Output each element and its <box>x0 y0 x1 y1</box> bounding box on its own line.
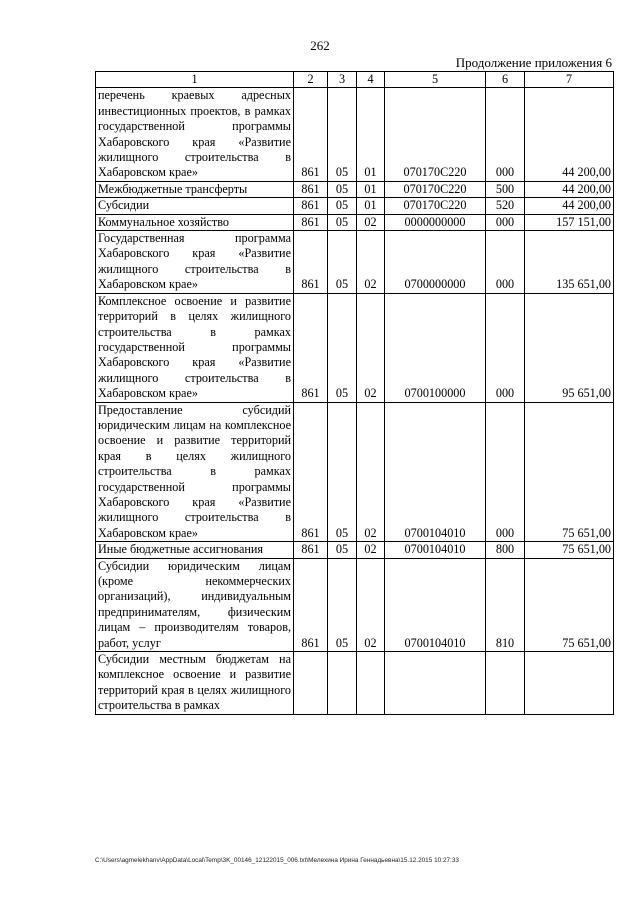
grbs-code: 861 <box>294 198 328 214</box>
expense-type-code: 000 <box>486 402 525 542</box>
item-name: Субсидии юридическим лицам (кроме некоммерческих организаций), индивидуальным предпринимателям, физическим лицам – производителям товаров, работ, услуг <box>96 558 294 651</box>
grbs-code: 861 <box>294 402 328 542</box>
grbs-code: 861 <box>294 214 328 230</box>
subsection-code <box>357 652 385 715</box>
expense-type-code: 000 <box>486 293 525 402</box>
target-article-code <box>385 652 486 715</box>
column-header: 2 <box>294 72 328 88</box>
subsection-code: 02 <box>357 231 385 294</box>
target-article-code: 0700000000 <box>385 231 486 294</box>
subsection-code: 02 <box>357 293 385 402</box>
item-name: перечень краевых адресных инвестиционных проектов, в рамках государственной программы Хабаровского края «Развитие жилищного строительства в Хабаровском крае» <box>96 88 294 181</box>
header-row <box>96 72 614 88</box>
grbs-code: 861 <box>294 558 328 651</box>
subsection-code: 01 <box>357 181 385 197</box>
section-code <box>328 652 357 715</box>
table-row <box>96 293 614 402</box>
table-row <box>96 214 614 230</box>
amount <box>525 652 614 715</box>
page-number: 262 <box>310 38 330 53</box>
target-article-code: 0700104010 <box>385 402 486 542</box>
item-name: Предоставление субсидий юридическим лицам на комплексное освоение и развитие территорий края в целях жилищного строительства в рамках государственной программы Хабаровского края «Развитие жилищного строительства в Хабаровском крае» <box>96 402 294 542</box>
item-name: Государственная программа Хабаровского края «Развитие жилищного строительства в Хабаровском крае» <box>96 231 294 294</box>
amount: 44 200,00 <box>525 198 614 214</box>
amount: 75 651,00 <box>525 402 614 542</box>
section-code: 05 <box>328 558 357 651</box>
grbs-code: 861 <box>294 181 328 197</box>
section-code: 05 <box>328 402 357 542</box>
column-header: 7 <box>525 72 614 88</box>
subsection-code: 02 <box>357 542 385 558</box>
column-header: 4 <box>357 72 385 88</box>
amount: 135 651,00 <box>525 231 614 294</box>
budget-table <box>95 71 614 715</box>
amount: 95 651,00 <box>525 293 614 402</box>
subsection-code: 02 <box>357 402 385 542</box>
grbs-code <box>294 652 328 715</box>
expense-type-code: 800 <box>486 542 525 558</box>
expense-type-code: 810 <box>486 558 525 651</box>
column-header: 1 <box>96 72 294 88</box>
target-article-code: 0700100000 <box>385 293 486 402</box>
column-header: 6 <box>486 72 525 88</box>
grbs-code: 861 <box>294 88 328 181</box>
file-path-footer: C:\Users\agmelekhanv\AppData\Local\Temp\3K_00146_12122015_006.txt\Мелехина Ирина Геннадьевна\15.12.2015 10:27:33 <box>95 857 459 864</box>
item-name: Межбюджетные трансферты <box>96 181 294 197</box>
column-header: 5 <box>385 72 486 88</box>
target-article-code: 0700104010 <box>385 558 486 651</box>
target-article-code: 0000000000 <box>385 214 486 230</box>
section-code: 05 <box>328 231 357 294</box>
table-row <box>96 231 614 294</box>
table-row <box>96 402 614 542</box>
column-header: 3 <box>328 72 357 88</box>
item-name: Комплексное освоение и развитие территорий в целях жилищного строительства в рамках государственной программы Хабаровского края «Развитие жилищного строительства в Хабаровском крае» <box>96 293 294 402</box>
table-row <box>96 181 614 197</box>
target-article-code: 070170С220 <box>385 88 486 181</box>
item-name: Иные бюджетные ассигнования <box>96 542 294 558</box>
expense-type-code: 000 <box>486 231 525 294</box>
section-code: 05 <box>328 293 357 402</box>
expense-type-code <box>486 652 525 715</box>
expense-type-code: 000 <box>486 214 525 230</box>
subsection-code: 02 <box>357 214 385 230</box>
subsection-code: 01 <box>357 198 385 214</box>
table-row <box>96 542 614 558</box>
amount: 44 200,00 <box>525 88 614 181</box>
table-row-continued <box>96 652 614 715</box>
section-code: 05 <box>328 198 357 214</box>
item-name: Коммунальное хозяйство <box>96 214 294 230</box>
target-article-code: 070170С220 <box>385 181 486 197</box>
amount: 157 151,00 <box>525 214 614 230</box>
expense-type-code: 000 <box>486 88 525 181</box>
table-row <box>96 198 614 214</box>
grbs-code: 861 <box>294 542 328 558</box>
section-code: 05 <box>328 88 357 181</box>
amount: 75 651,00 <box>525 542 614 558</box>
expense-type-code: 500 <box>486 181 525 197</box>
subsection-code: 02 <box>357 558 385 651</box>
item-name: Субсидии местным бюджетам на комплексное освоение и развитие территорий края в целях жилищного строительства в рамках <box>96 652 294 715</box>
section-code: 05 <box>328 542 357 558</box>
expense-type-code: 520 <box>486 198 525 214</box>
item-name: Субсидии <box>96 198 294 214</box>
grbs-code: 861 <box>294 231 328 294</box>
table-row <box>96 88 614 181</box>
grbs-code: 861 <box>294 293 328 402</box>
section-code: 05 <box>328 181 357 197</box>
appendix-caption: Продолжение приложения 6 <box>455 55 612 70</box>
amount: 44 200,00 <box>525 181 614 197</box>
subsection-code: 01 <box>357 88 385 181</box>
target-article-code: 0700104010 <box>385 542 486 558</box>
target-article-code: 070170С220 <box>385 198 486 214</box>
section-code: 05 <box>328 214 357 230</box>
table-row <box>96 558 614 651</box>
amount: 75 651,00 <box>525 558 614 651</box>
